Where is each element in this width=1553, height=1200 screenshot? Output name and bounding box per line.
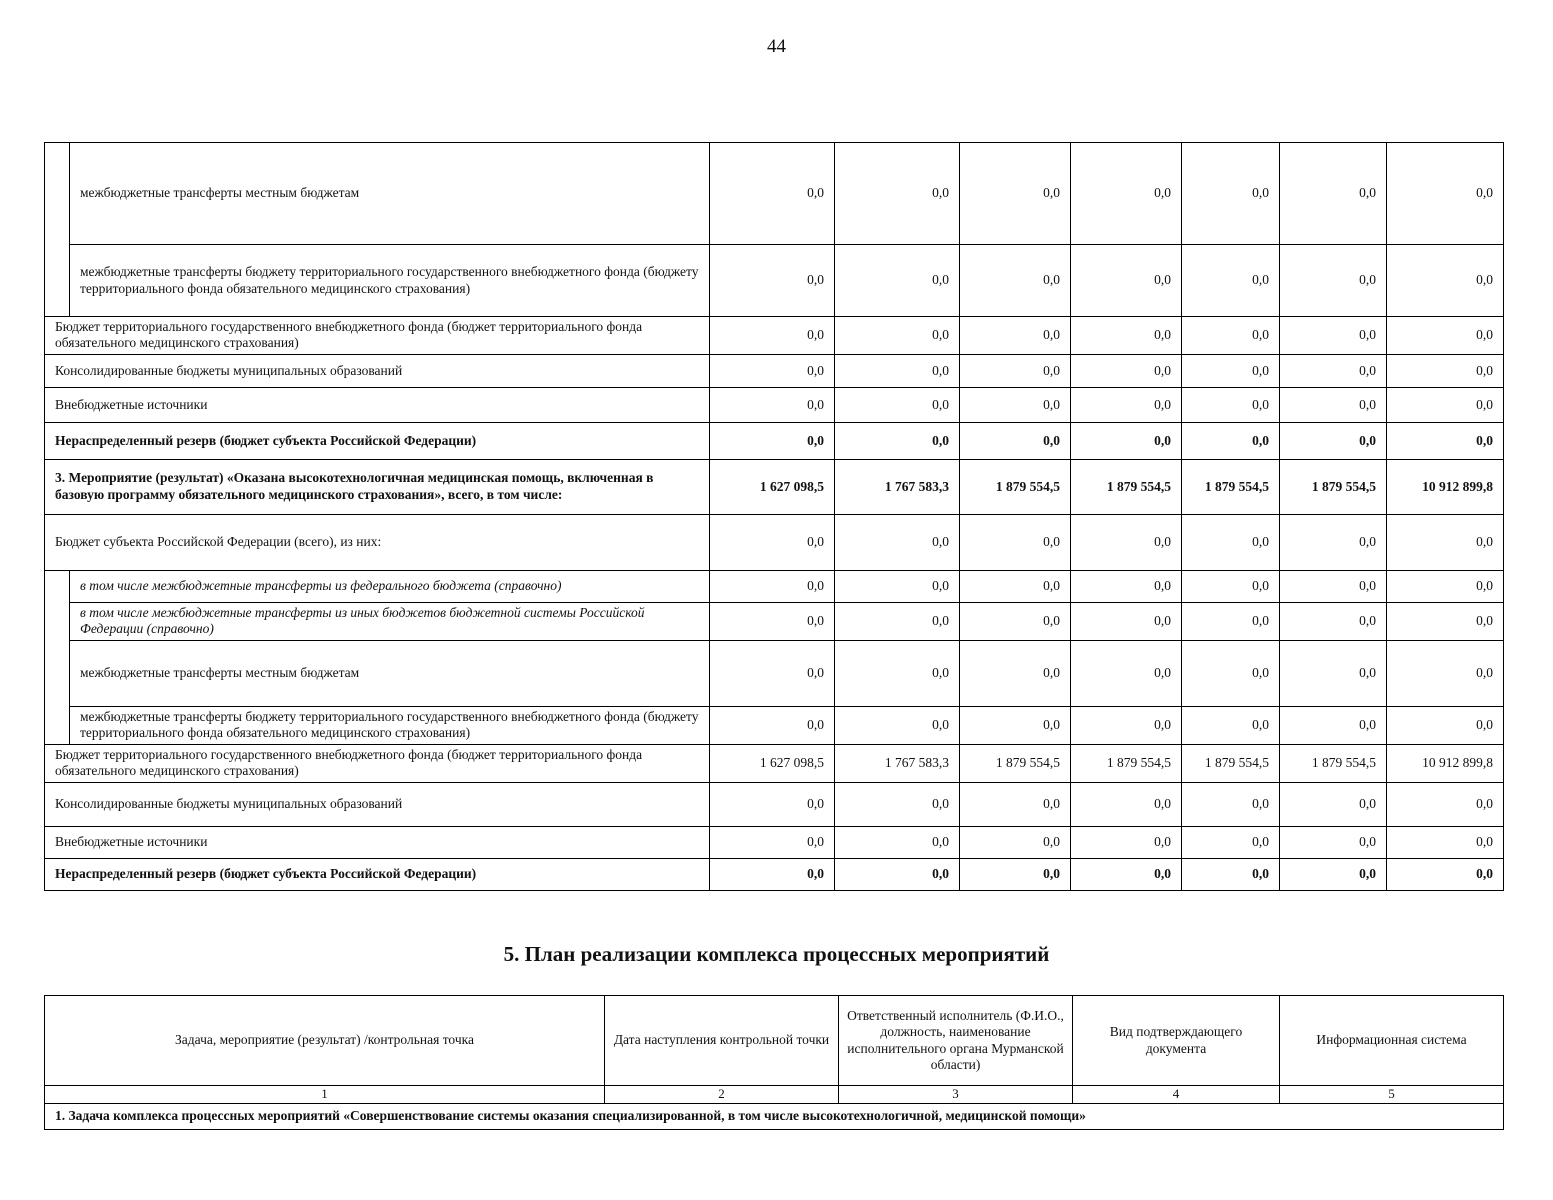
value-cell: 0,0 (1280, 706, 1387, 744)
finance-row (45, 354, 1504, 387)
finance-row (45, 826, 1504, 858)
value-cell: 0,0 (1280, 782, 1387, 826)
value-cell: 0,0 (960, 782, 1071, 826)
header-responsible: Ответственный исполнитель (Ф.И.О., должность, наименование исполнительного органа Мурманской области) (839, 996, 1073, 1086)
value-cell: 0,0 (835, 826, 960, 858)
value-cell: 0,0 (1387, 514, 1504, 570)
indent-cell (45, 570, 70, 602)
value-cell: 0,0 (1280, 354, 1387, 387)
row-label: Бюджет территориального государственного внебюджетного фонда (бюджет территориального фонда обязательного медицинского страхования) (45, 744, 710, 782)
header-date: Дата наступления контрольной точки (605, 996, 839, 1086)
value-cell: 0,0 (1071, 514, 1182, 570)
value-cell: 0,0 (960, 143, 1071, 245)
row-label: Нераспределенный резерв (бюджет субъекта Российской Федерации) (45, 858, 710, 890)
value-cell: 0,0 (710, 143, 835, 245)
index-cell: 3 (839, 1086, 1073, 1104)
value-cell: 0,0 (1182, 387, 1280, 422)
index-cell: 1 (45, 1086, 605, 1104)
value-cell: 0,0 (835, 317, 960, 355)
value-cell: 0,0 (1071, 143, 1182, 245)
index-cell: 5 (1280, 1086, 1504, 1104)
finance-row (45, 602, 1504, 640)
value-cell: 0,0 (960, 826, 1071, 858)
value-cell: 0,0 (1280, 245, 1387, 317)
row-label: в том числе межбюджетные трансферты из иных бюджетов бюджетной системы Российской Федерации (справочно) (70, 602, 710, 640)
value-cell: 0,0 (710, 782, 835, 826)
value-cell: 0,0 (1071, 354, 1182, 387)
value-cell: 0,0 (710, 514, 835, 570)
value-cell: 1 879 554,5 (960, 744, 1071, 782)
value-cell: 0,0 (960, 387, 1071, 422)
row-label: Бюджет территориального государственного внебюджетного фонда (бюджет территориального фонда обязательного медицинского страхования) (45, 317, 710, 355)
indent-cell (45, 602, 70, 640)
value-cell: 0,0 (835, 782, 960, 826)
value-cell: 0,0 (1280, 422, 1387, 459)
indent-cell (45, 640, 70, 706)
value-cell: 10 912 899,8 (1387, 744, 1504, 782)
value-cell: 0,0 (710, 826, 835, 858)
plan-index-row (45, 1086, 1504, 1104)
value-cell: 0,0 (1071, 422, 1182, 459)
value-cell: 1 879 554,5 (1280, 459, 1387, 514)
row-label: Нераспределенный резерв (бюджет субъекта Российской Федерации) (45, 422, 710, 459)
value-cell: 0,0 (1182, 422, 1280, 459)
value-cell: 1 879 554,5 (1182, 459, 1280, 514)
value-cell: 0,0 (1387, 782, 1504, 826)
row-label: Консолидированные бюджеты муниципальных образований (45, 354, 710, 387)
value-cell: 1 879 554,5 (1071, 459, 1182, 514)
row-label: Консолидированные бюджеты муниципальных образований (45, 782, 710, 826)
value-cell: 0,0 (1387, 422, 1504, 459)
value-cell: 0,0 (960, 354, 1071, 387)
value-cell: 1 767 583,3 (835, 744, 960, 782)
finance-row (45, 422, 1504, 459)
plan-header-row (45, 996, 1504, 1086)
row-label: в том числе межбюджетные трансферты из федерального бюджета (справочно) (70, 570, 710, 602)
indent-cell (45, 706, 70, 744)
value-cell: 0,0 (1280, 602, 1387, 640)
value-cell: 0,0 (1071, 570, 1182, 602)
value-cell: 0,0 (960, 245, 1071, 317)
row-label: 3. Мероприятие (результат) «Оказана высокотехнологичная медицинская помощь, включенная в базовую программу обязательного медицинского страхования», всего, в том числе: (45, 459, 710, 514)
finance-row (45, 143, 1504, 245)
value-cell: 0,0 (710, 387, 835, 422)
task-title: 1. Задача комплекса процессных мероприятий «Совершенствование системы оказания специализированной, в том числе высокотехнологичной, медицинской помощи» (45, 1104, 1504, 1130)
value-cell: 0,0 (1182, 245, 1280, 317)
index-cell: 2 (605, 1086, 839, 1104)
value-cell: 0,0 (1280, 514, 1387, 570)
finance-table (44, 142, 1504, 891)
value-cell: 0,0 (1182, 354, 1280, 387)
value-cell: 0,0 (710, 602, 835, 640)
page-number: 44 (767, 36, 786, 57)
value-cell: 0,0 (1387, 640, 1504, 706)
value-cell: 0,0 (1071, 317, 1182, 355)
value-cell: 1 879 554,5 (1182, 744, 1280, 782)
value-cell: 0,0 (710, 858, 835, 890)
value-cell: 0,0 (1280, 826, 1387, 858)
value-cell: 0,0 (1387, 858, 1504, 890)
row-label: межбюджетные трансферты местным бюджетам (70, 640, 710, 706)
value-cell: 0,0 (1387, 387, 1504, 422)
value-cell: 0,0 (710, 570, 835, 602)
value-cell: 1 767 583,3 (835, 459, 960, 514)
value-cell: 1 879 554,5 (1071, 744, 1182, 782)
header-task: Задача, мероприятие (результат) /контрольная точка (45, 996, 605, 1086)
value-cell: 10 912 899,8 (1387, 459, 1504, 514)
header-info-system: Информационная система (1280, 996, 1504, 1086)
value-cell: 0,0 (835, 422, 960, 459)
finance-row (45, 782, 1504, 826)
value-cell: 0,0 (960, 422, 1071, 459)
finance-row (45, 640, 1504, 706)
value-cell: 0,0 (960, 602, 1071, 640)
value-cell: 0,0 (1280, 858, 1387, 890)
value-cell: 0,0 (1182, 640, 1280, 706)
value-cell: 0,0 (1387, 354, 1504, 387)
value-cell: 0,0 (835, 570, 960, 602)
value-cell: 0,0 (1071, 640, 1182, 706)
value-cell: 0,0 (835, 640, 960, 706)
row-label: межбюджетные трансферты бюджету территориального государственного внебюджетного фонда (бюджету территориального фонда обязательного медицинского страхования) (70, 706, 710, 744)
finance-row (45, 245, 1504, 317)
value-cell: 0,0 (835, 245, 960, 317)
value-cell: 0,0 (1387, 706, 1504, 744)
finance-row (45, 744, 1504, 782)
value-cell: 0,0 (1071, 826, 1182, 858)
value-cell: 0,0 (1182, 826, 1280, 858)
value-cell: 0,0 (1182, 570, 1280, 602)
value-cell: 0,0 (960, 514, 1071, 570)
value-cell: 0,0 (960, 570, 1071, 602)
value-cell: 0,0 (960, 640, 1071, 706)
row-label: Внебюджетные источники (45, 826, 710, 858)
value-cell: 0,0 (835, 706, 960, 744)
plan-task-row (45, 1104, 1504, 1130)
index-cell: 4 (1073, 1086, 1280, 1104)
plan-table (44, 995, 1504, 1130)
value-cell: 0,0 (1387, 602, 1504, 640)
value-cell: 0,0 (960, 858, 1071, 890)
value-cell: 0,0 (1182, 514, 1280, 570)
value-cell: 0,0 (835, 354, 960, 387)
value-cell: 0,0 (710, 245, 835, 317)
value-cell: 0,0 (1071, 602, 1182, 640)
finance-row (45, 387, 1504, 422)
row-label: Бюджет субъекта Российской Федерации (всего), из них: (45, 514, 710, 570)
value-cell: 0,0 (1182, 706, 1280, 744)
value-cell: 0,0 (835, 514, 960, 570)
indent-cell (45, 143, 70, 245)
value-cell: 0,0 (1387, 245, 1504, 317)
section-title: 5. План реализации комплекса процессных мероприятий (503, 942, 1050, 966)
value-cell: 0,0 (1071, 858, 1182, 890)
value-cell: 0,0 (710, 317, 835, 355)
value-cell: 0,0 (1280, 387, 1387, 422)
row-label: межбюджетные трансферты местным бюджетам (70, 143, 710, 245)
value-cell: 0,0 (1387, 317, 1504, 355)
value-cell: 0,0 (1071, 245, 1182, 317)
row-label: межбюджетные трансферты бюджету территориального государственного внебюджетного фонда (бюджету территориального фонда обязательного медицинского страхования) (70, 245, 710, 317)
finance-row (45, 858, 1504, 890)
value-cell: 1 627 098,5 (710, 744, 835, 782)
value-cell: 0,0 (1280, 640, 1387, 706)
value-cell: 0,0 (835, 858, 960, 890)
finance-row (45, 317, 1504, 355)
value-cell: 0,0 (1182, 602, 1280, 640)
value-cell: 0,0 (1280, 317, 1387, 355)
value-cell: 0,0 (1182, 143, 1280, 245)
value-cell: 0,0 (835, 387, 960, 422)
value-cell: 1 879 554,5 (1280, 744, 1387, 782)
finance-row (45, 706, 1504, 744)
finance-row (45, 514, 1504, 570)
value-cell: 0,0 (1182, 782, 1280, 826)
value-cell: 0,0 (1280, 570, 1387, 602)
value-cell: 0,0 (960, 706, 1071, 744)
value-cell: 0,0 (710, 706, 835, 744)
value-cell: 0,0 (1071, 706, 1182, 744)
value-cell: 0,0 (710, 640, 835, 706)
value-cell: 0,0 (1387, 570, 1504, 602)
value-cell: 0,0 (1182, 317, 1280, 355)
value-cell: 0,0 (1387, 143, 1504, 245)
indent-cell (45, 245, 70, 317)
value-cell: 0,0 (1280, 143, 1387, 245)
row-label: Внебюджетные источники (45, 387, 710, 422)
finance-row (45, 570, 1504, 602)
finance-row (45, 459, 1504, 514)
value-cell: 0,0 (835, 602, 960, 640)
header-document: Вид подтверждающего документа (1073, 996, 1280, 1086)
value-cell: 0,0 (835, 143, 960, 245)
value-cell: 0,0 (710, 354, 835, 387)
value-cell: 1 627 098,5 (710, 459, 835, 514)
value-cell: 0,0 (710, 422, 835, 459)
value-cell: 0,0 (1071, 387, 1182, 422)
value-cell: 0,0 (1182, 858, 1280, 890)
value-cell: 0,0 (1071, 782, 1182, 826)
value-cell: 1 879 554,5 (960, 459, 1071, 514)
value-cell: 0,0 (960, 317, 1071, 355)
value-cell: 0,0 (1387, 826, 1504, 858)
